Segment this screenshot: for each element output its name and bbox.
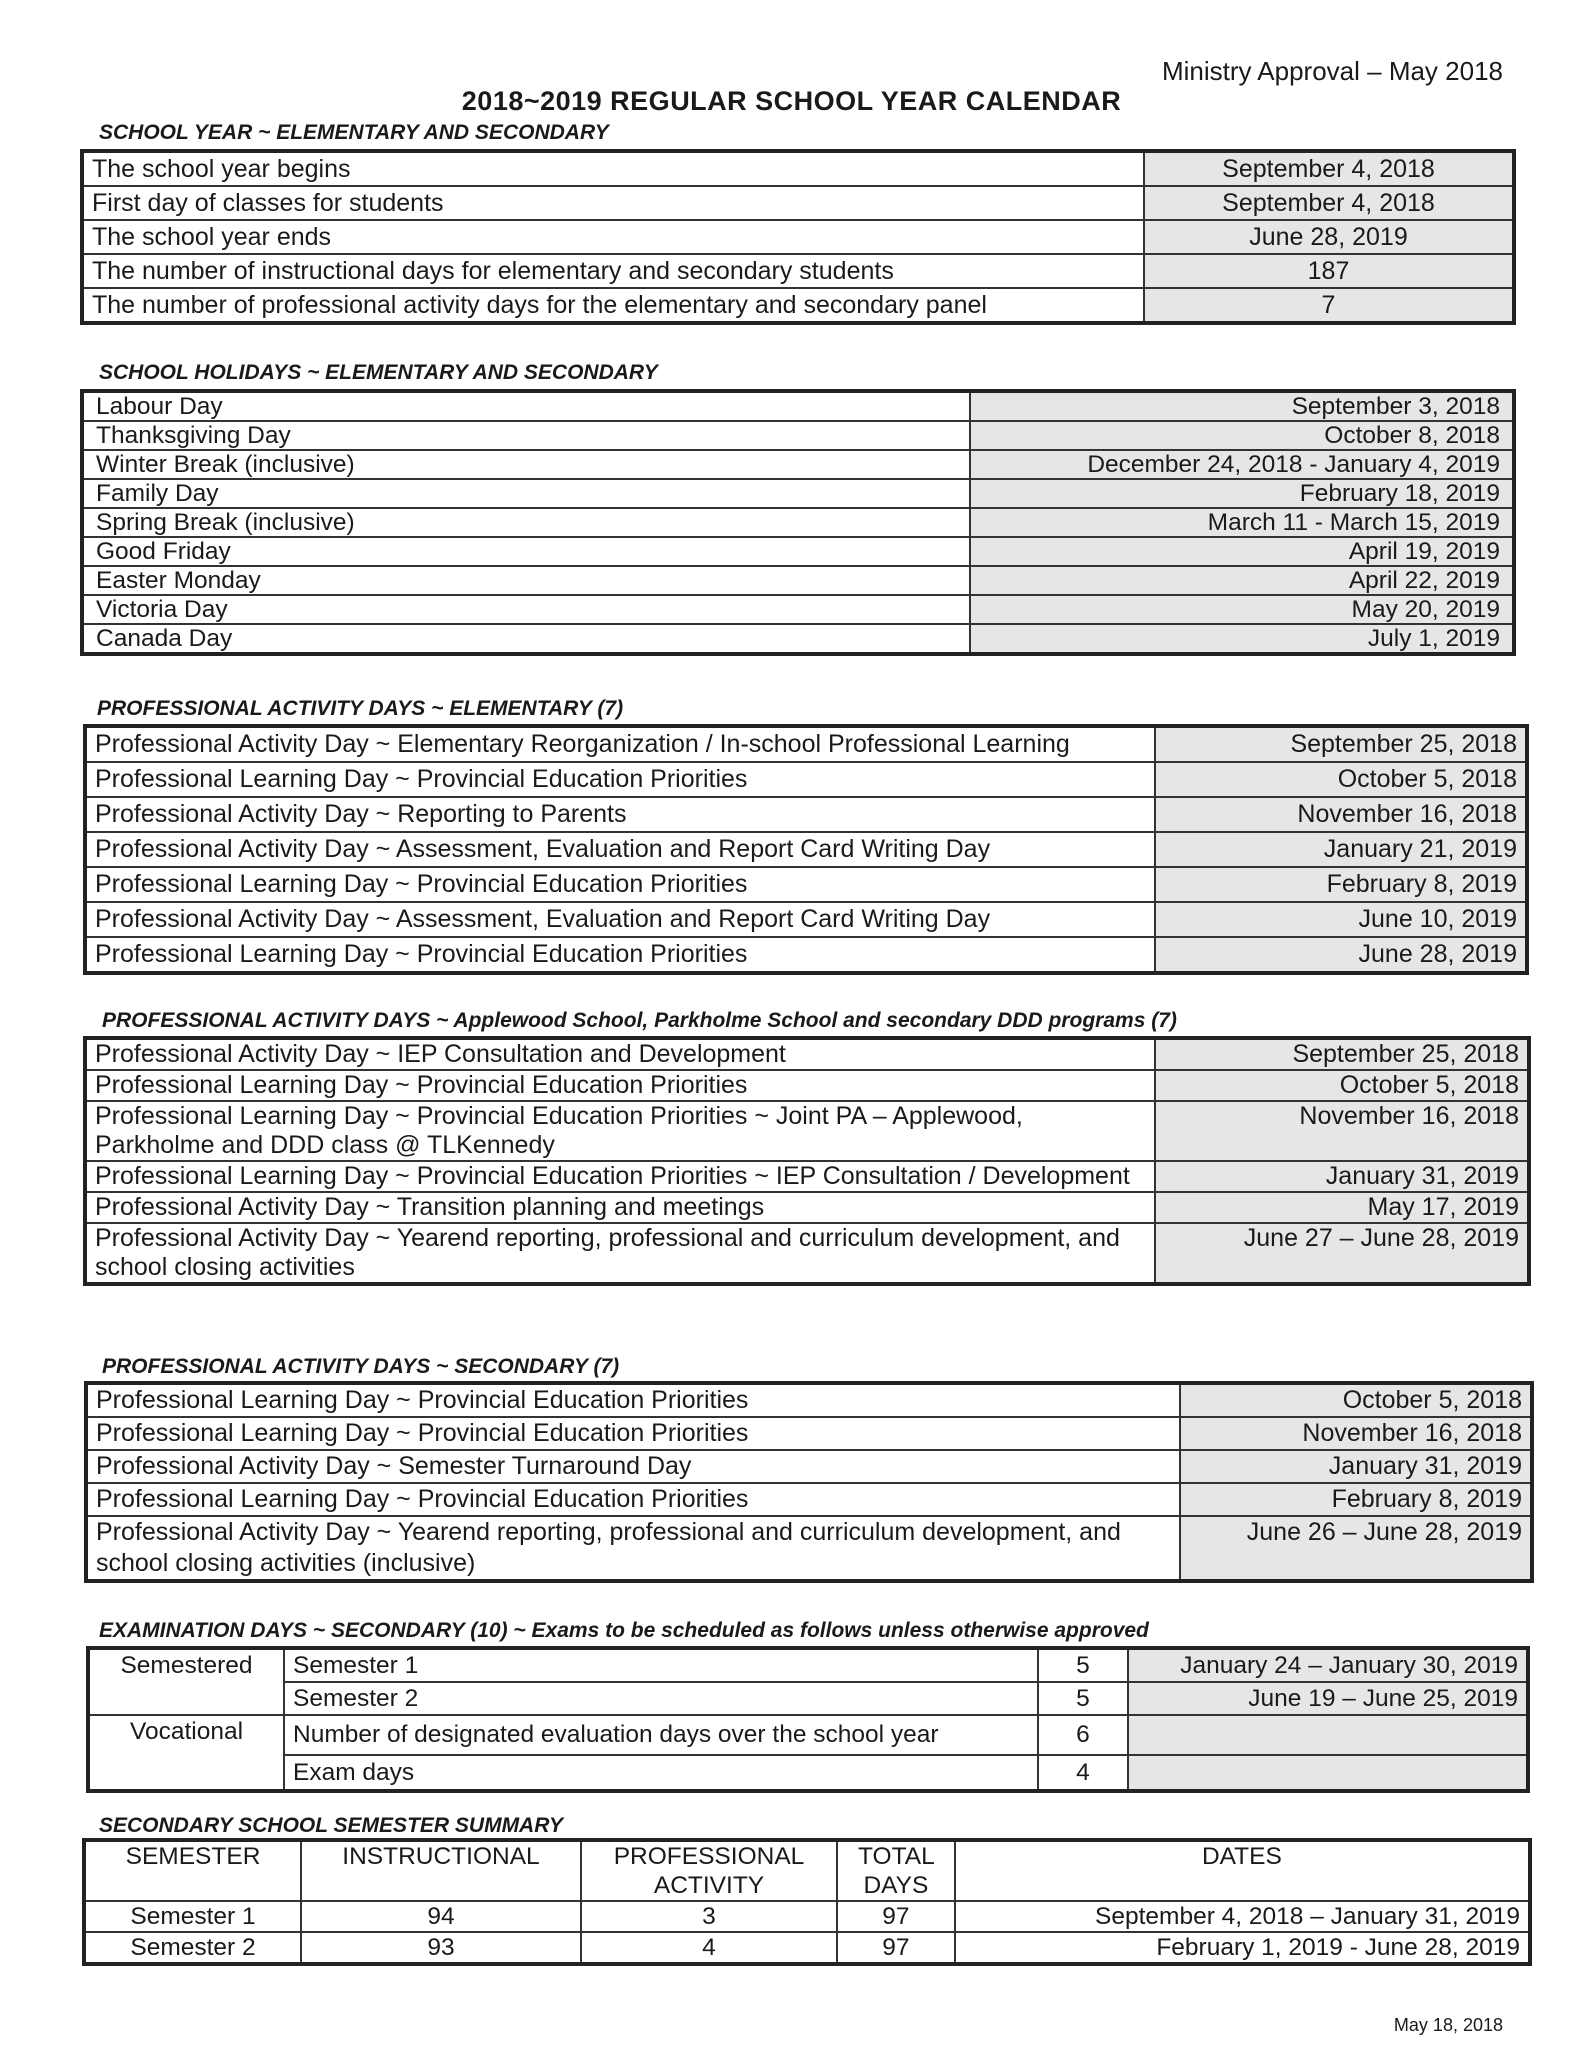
row-label: Family Day	[82, 479, 970, 508]
table-row	[85, 867, 1527, 902]
exam-days-table	[86, 1646, 1530, 1793]
exam-row	[88, 1715, 1528, 1755]
row-value: February 8, 2019	[1180, 1483, 1532, 1516]
table-row	[82, 186, 1514, 220]
exam-label: Exam days	[284, 1755, 1038, 1791]
row-value: April 22, 2019	[970, 566, 1514, 595]
table-row	[85, 1070, 1529, 1101]
row-label: Professional Learning Day ~ Provincial Education Priorities	[85, 1070, 1155, 1101]
summary-instructional: 93	[301, 1932, 581, 1964]
section-heading-exams: EXAMINATION DAYS ~ SECONDARY (10) ~ Exams to be scheduled as follows unless otherwise approved	[99, 1619, 1149, 1642]
row-label: Professional Learning Day ~ Provincial Education Priorities	[86, 1417, 1180, 1450]
table-row	[82, 151, 1514, 186]
summary-professional: 4	[581, 1932, 837, 1964]
row-value: January 21, 2019	[1155, 832, 1527, 867]
table-row	[82, 288, 1514, 323]
col-header-semester: SEMESTER	[84, 1840, 301, 1901]
row-label: Victoria Day	[82, 595, 970, 624]
row-value: October 5, 2018	[1155, 1070, 1529, 1101]
row-value: June 28, 2019	[1144, 220, 1514, 254]
exam-days: 6	[1038, 1715, 1128, 1755]
row-value: November 16, 2018	[1180, 1417, 1532, 1450]
table-row	[85, 1101, 1529, 1161]
summary-header-row	[84, 1840, 1530, 1901]
exam-days: 5	[1038, 1648, 1128, 1682]
table-row	[82, 566, 1514, 595]
summary-dates: February 1, 2019 - June 28, 2019	[955, 1932, 1530, 1964]
row-value: 187	[1144, 254, 1514, 288]
row-value: 7	[1144, 288, 1514, 323]
section-heading-pa-elementary: PROFESSIONAL ACTIVITY DAYS ~ ELEMENTARY (7)	[97, 697, 624, 720]
row-label: Professional Learning Day ~ Provincial Education Priorities	[85, 937, 1155, 973]
exam-days: 5	[1038, 1682, 1128, 1715]
holidays-table	[80, 389, 1516, 656]
table-row	[82, 479, 1514, 508]
pa-secondary-table	[84, 1381, 1534, 1583]
approval-note: Ministry Approval – May 2018	[1161, 56, 1503, 86]
row-label: Professional Learning Day ~ Provincial Education Priorities	[86, 1483, 1180, 1516]
row-label: Professional Learning Day ~ Provincial Education Priorities ~ IEP Consultation / Development	[85, 1161, 1155, 1192]
summary-semester: Semester 2	[84, 1932, 301, 1964]
row-value: February 18, 2019	[970, 479, 1514, 508]
col-header-dates: DATES	[955, 1840, 1530, 1901]
table-row	[82, 254, 1514, 288]
row-label: Professional Learning Day ~ Provincial Education Priorities ~ Joint PA – Applewood, Parkholme and DDD class @ TLKennedy	[85, 1101, 1155, 1161]
table-row	[85, 1038, 1529, 1070]
table-row	[82, 220, 1514, 254]
col-header-professional: PROFESSIONAL ACTIVITY	[581, 1840, 837, 1901]
row-value: February 8, 2019	[1155, 867, 1527, 902]
section-heading-summary: SECONDARY SCHOOL SEMESTER SUMMARY	[99, 1814, 564, 1837]
row-value: September 25, 2018	[1155, 1038, 1529, 1070]
exam-group-semestered: Semestered	[88, 1648, 284, 1715]
row-value: June 27 – June 28, 2019	[1155, 1223, 1529, 1284]
col-header-total: TOTAL DAYS	[837, 1840, 955, 1901]
row-value: January 31, 2019	[1180, 1450, 1532, 1483]
row-value: May 17, 2019	[1155, 1192, 1529, 1223]
table-row	[86, 1383, 1532, 1417]
row-value: November 16, 2018	[1155, 1101, 1529, 1161]
row-value: June 28, 2019	[1155, 937, 1527, 973]
row-label: First day of classes for students	[82, 186, 1144, 220]
summary-professional: 3	[581, 1901, 837, 1932]
table-row	[86, 1450, 1532, 1483]
exam-dates	[1128, 1715, 1528, 1755]
summary-instructional: 94	[301, 1901, 581, 1932]
row-label: The school year ends	[82, 220, 1144, 254]
table-row	[82, 508, 1514, 537]
exam-label: Semester 1	[284, 1648, 1038, 1682]
exam-label: Semester 2	[284, 1682, 1038, 1715]
section-heading-holidays: SCHOOL HOLIDAYS ~ ELEMENTARY AND SECONDARY	[99, 361, 658, 384]
row-label: Canada Day	[82, 624, 970, 654]
row-label: Professional Activity Day ~ Assessment, Evaluation and Report Card Writing Day	[85, 832, 1155, 867]
exam-days: 4	[1038, 1755, 1128, 1791]
row-value: March 11 - March 15, 2019	[970, 508, 1514, 537]
school-year-table	[80, 149, 1516, 325]
row-value: January 31, 2019	[1155, 1161, 1529, 1192]
row-value: May 20, 2019	[970, 595, 1514, 624]
section-heading-pa-applewood: PROFESSIONAL ACTIVITY DAYS ~ Applewood School, Parkholme School and secondary DDD programs (7)	[102, 1009, 1177, 1032]
row-value: April 19, 2019	[970, 537, 1514, 566]
row-value: September 4, 2018	[1144, 186, 1514, 220]
table-row	[86, 1417, 1532, 1450]
row-label: The number of instructional days for elementary and secondary students	[82, 254, 1144, 288]
table-row	[85, 762, 1527, 797]
row-value: December 24, 2018 - January 4, 2019	[970, 450, 1514, 479]
exam-dates: January 24 – January 30, 2019	[1128, 1648, 1528, 1682]
table-row	[82, 421, 1514, 450]
row-label: Professional Activity Day ~ Yearend reporting, professional and curriculum development, and school closing activities (inclusive)	[86, 1516, 1180, 1581]
col-header-instructional: INSTRUCTIONAL	[301, 1840, 581, 1901]
row-label: Professional Learning Day ~ Provincial Education Priorities	[85, 867, 1155, 902]
summary-total: 97	[837, 1932, 955, 1964]
exam-row	[88, 1755, 1528, 1791]
table-row	[82, 595, 1514, 624]
table-row	[82, 624, 1514, 654]
row-value: June 10, 2019	[1155, 902, 1527, 937]
row-value: July 1, 2019	[970, 624, 1514, 654]
row-label: Professional Activity Day ~ Elementary Reorganization / In-school Professional Learning	[85, 726, 1155, 762]
table-row	[85, 1223, 1529, 1284]
summary-row	[84, 1901, 1530, 1932]
row-label: Easter Monday	[82, 566, 970, 595]
table-row	[85, 937, 1527, 973]
row-value: September 3, 2018	[970, 391, 1514, 421]
table-row	[82, 450, 1514, 479]
row-value: June 26 – June 28, 2019	[1180, 1516, 1532, 1581]
table-row	[85, 1192, 1529, 1223]
row-value: November 16, 2018	[1155, 797, 1527, 832]
row-label: Professional Learning Day ~ Provincial Education Priorities	[86, 1383, 1180, 1417]
summary-row	[84, 1932, 1530, 1964]
pa-elementary-table	[83, 724, 1529, 975]
exam-label: Number of designated evaluation days over the school year	[284, 1715, 1038, 1755]
table-row	[85, 726, 1527, 762]
table-row	[85, 1161, 1529, 1192]
section-heading-pa-secondary: PROFESSIONAL ACTIVITY DAYS ~ SECONDARY (7)	[102, 1355, 620, 1378]
page-title: 2018~2019 REGULAR SCHOOL YEAR CALENDAR	[461, 86, 1122, 116]
row-label: Winter Break (inclusive)	[82, 450, 970, 479]
row-value: October 8, 2018	[970, 421, 1514, 450]
row-label: Professional Activity Day ~ Semester Turnaround Day	[86, 1450, 1180, 1483]
row-label: Professional Activity Day ~ Transition planning and meetings	[85, 1192, 1155, 1223]
footer-date: May 18, 2018	[1393, 2015, 1503, 2035]
exam-group-vocational: Vocational	[88, 1715, 284, 1791]
row-value: September 4, 2018	[1144, 151, 1514, 186]
row-label: Good Friday	[82, 537, 970, 566]
row-value: October 5, 2018	[1180, 1383, 1532, 1417]
table-row	[85, 902, 1527, 937]
summary-semester: Semester 1	[84, 1901, 301, 1932]
row-label: Professional Activity Day ~ IEP Consultation and Development	[85, 1038, 1155, 1070]
table-row	[86, 1516, 1532, 1581]
row-label: Professional Activity Day ~ Reporting to Parents	[85, 797, 1155, 832]
exam-row	[88, 1682, 1528, 1715]
row-label: Thanksgiving Day	[82, 421, 970, 450]
row-label: Professional Learning Day ~ Provincial Education Priorities	[85, 762, 1155, 797]
exam-dates	[1128, 1755, 1528, 1791]
row-value: September 25, 2018	[1155, 726, 1527, 762]
table-row	[86, 1483, 1532, 1516]
table-row	[85, 797, 1527, 832]
row-label: Spring Break (inclusive)	[82, 508, 970, 537]
row-label: The number of professional activity days for the elementary and secondary panel	[82, 288, 1144, 323]
semester-summary-table	[82, 1838, 1532, 1966]
row-label: Labour Day	[82, 391, 970, 421]
table-row	[82, 537, 1514, 566]
row-label: Professional Activity Day ~ Yearend reporting, professional and curriculum development, and school closing activities	[85, 1223, 1155, 1284]
pa-applewood-table	[83, 1036, 1531, 1286]
row-label: The school year begins	[82, 151, 1144, 186]
exam-dates: June 19 – June 25, 2019	[1128, 1682, 1528, 1715]
table-row	[85, 832, 1527, 867]
summary-total: 97	[837, 1901, 955, 1932]
exam-row	[88, 1648, 1528, 1682]
summary-dates: September 4, 2018 – January 31, 2019	[955, 1901, 1530, 1932]
table-row	[82, 391, 1514, 421]
section-heading-school-year: SCHOOL YEAR ~ ELEMENTARY AND SECONDARY	[99, 121, 609, 144]
row-label: Professional Activity Day ~ Assessment, Evaluation and Report Card Writing Day	[85, 902, 1155, 937]
row-value: October 5, 2018	[1155, 762, 1527, 797]
